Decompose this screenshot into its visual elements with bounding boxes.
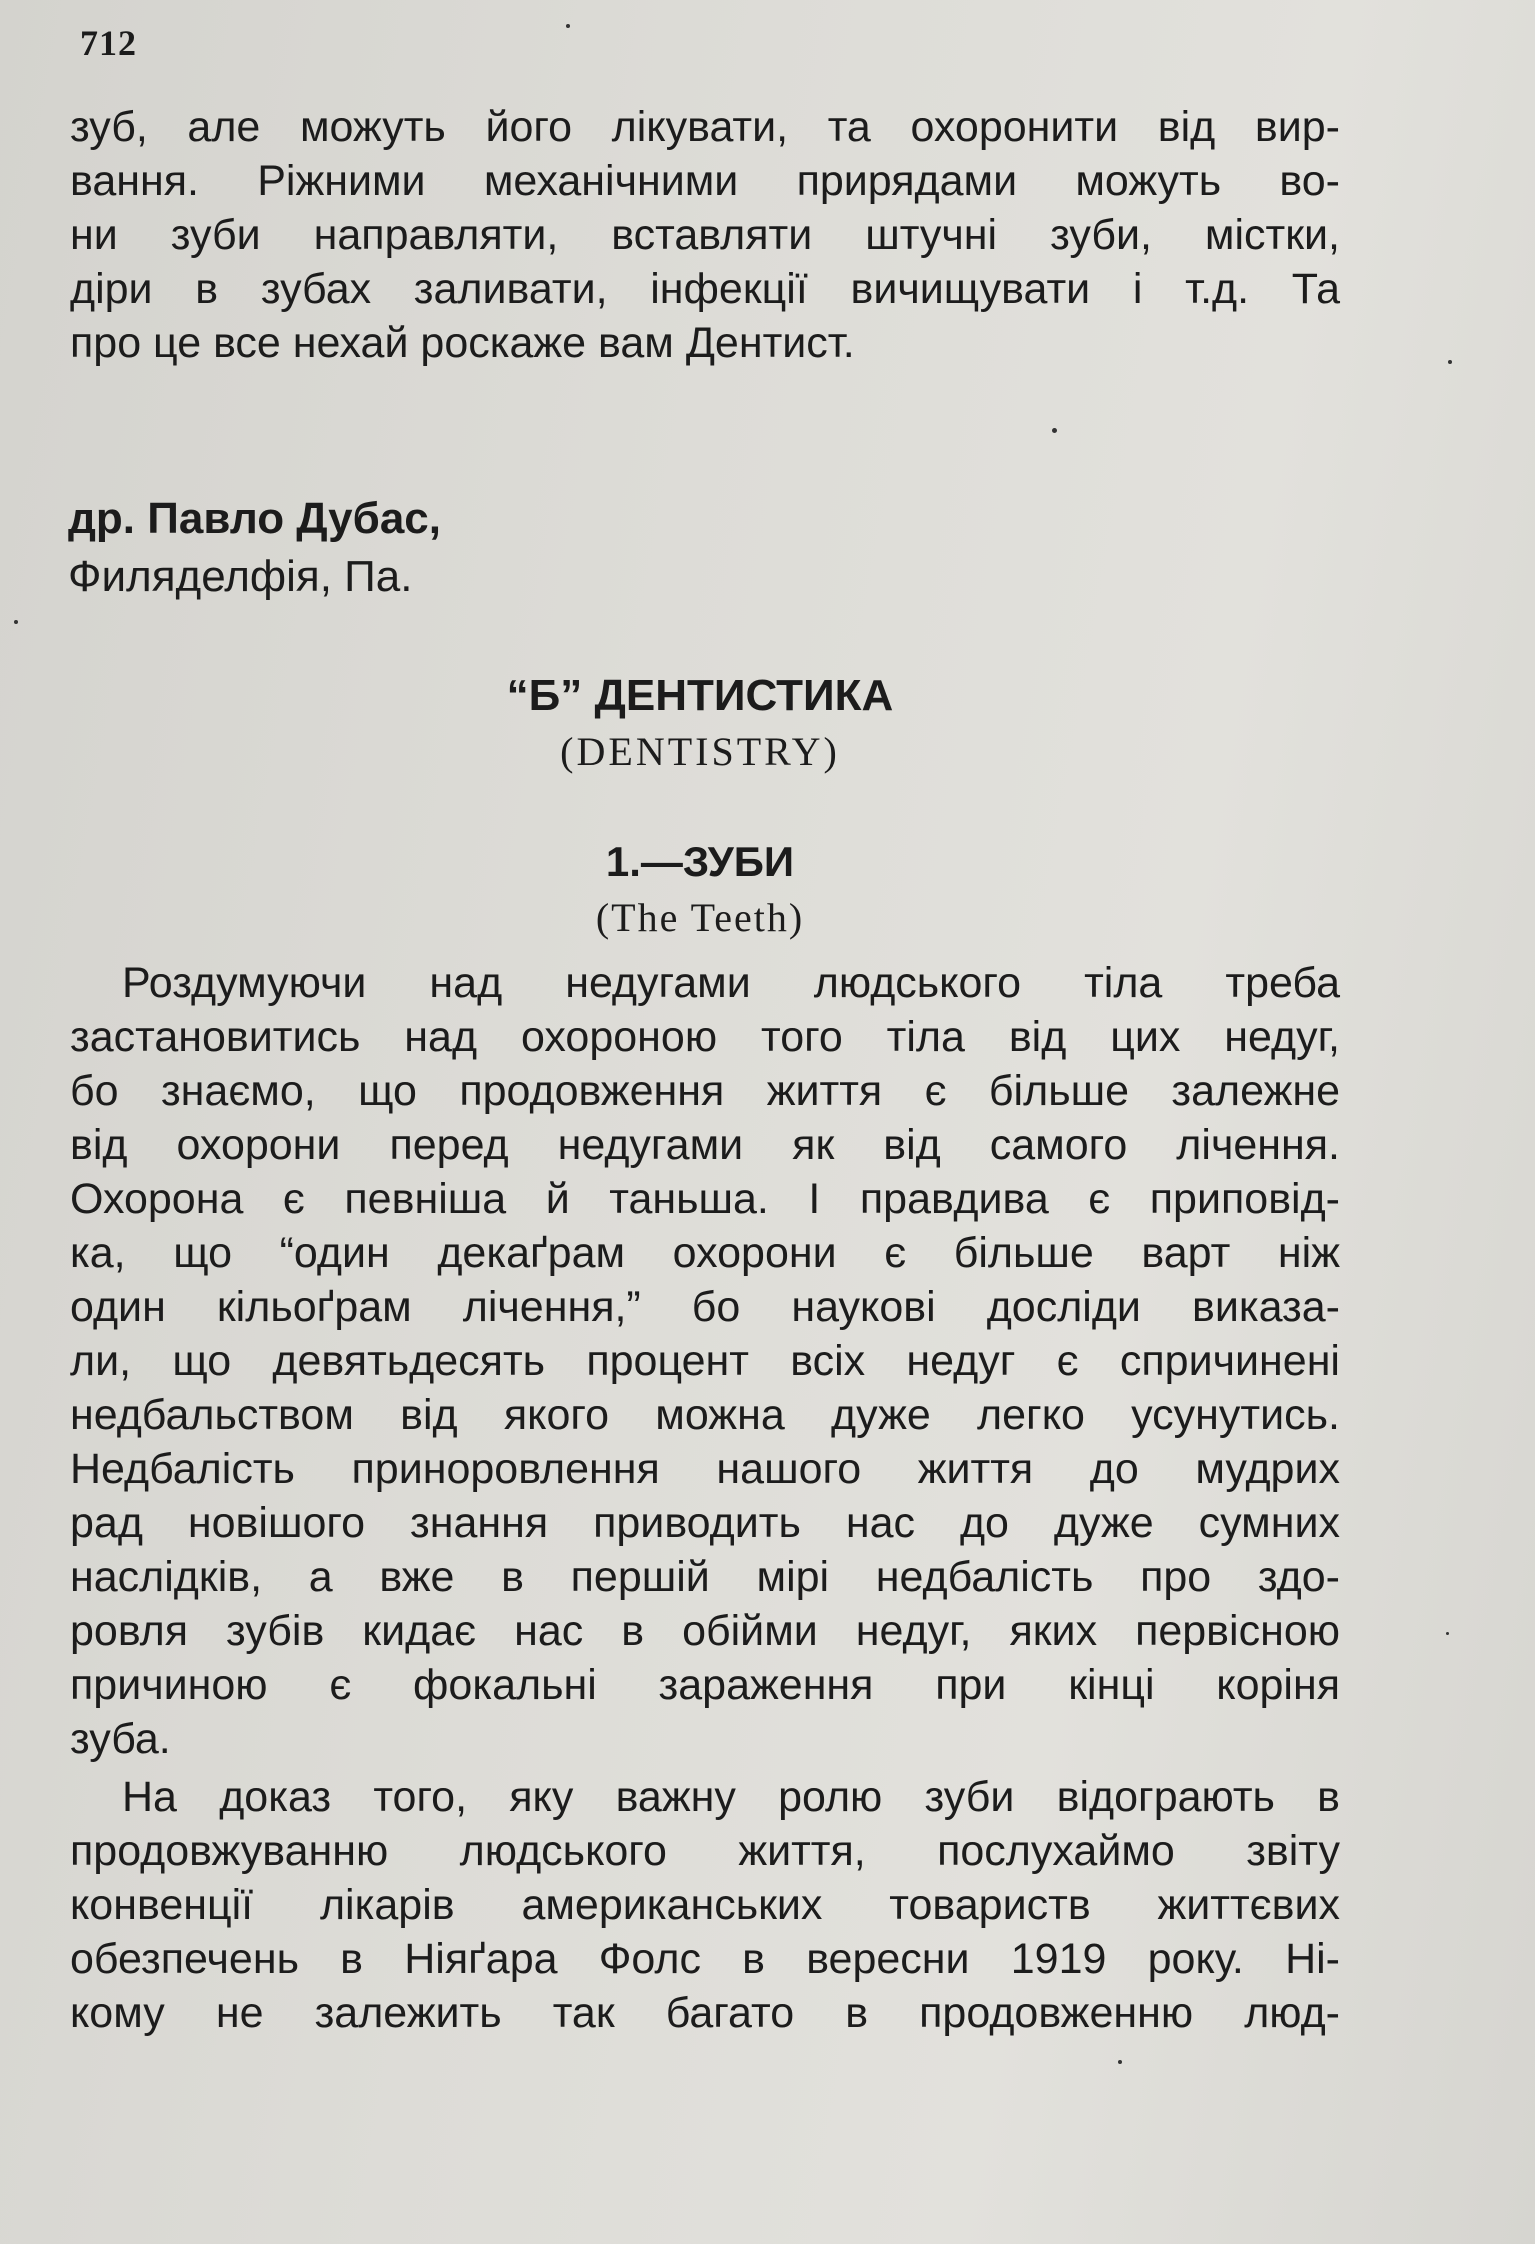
text-line: ка, що “один декаґрам охорони є більше варт ніж xyxy=(70,1229,1340,1277)
paper-speck xyxy=(14,620,18,624)
text-line: застановитись над охороною того тіла від цих недуг, xyxy=(70,1013,1340,1061)
page-number: 712 xyxy=(80,23,137,63)
section-subtitle: (DENTISTRY) xyxy=(560,729,840,774)
text-line: Недбалість приноровлення нашого життя до мудрих xyxy=(70,1445,1340,1493)
text-line: ровля зубів кидає нас в обійми недуг, яких первісною xyxy=(70,1607,1340,1655)
paper-speck xyxy=(1448,360,1452,364)
paper-speck xyxy=(566,24,570,28)
text-line: ни зуби направляти, вставляти штучні зуби, містки, xyxy=(70,211,1340,259)
text-line: про це все нехай роскаже вам Дентист. xyxy=(70,319,855,367)
author-place: Филяделфія, Па. xyxy=(68,552,413,601)
text-line: ли, що девятьдесять процент всіх недуг є спричинені xyxy=(70,1337,1340,1385)
intro-paragraph xyxy=(70,100,1340,370)
author-name: др. Павло Дубас, xyxy=(68,494,441,543)
paper-speck xyxy=(1446,1632,1449,1635)
text-line: бо знаємо, що продовження життя є більше залежне xyxy=(70,1067,1340,1115)
body-paragraph-2 xyxy=(70,1770,1340,2040)
text-line: обезпечень в Ніяґара Фолс в вересни 1919 року. Ні- xyxy=(70,1935,1340,1983)
body-paragraph-1 xyxy=(70,956,1340,1766)
chapter-subtitle: (The Teeth) xyxy=(595,895,805,940)
section-title: “Б” ДЕНТИСТИКА xyxy=(506,671,894,720)
text-line: наслідків, а вже в першій мірі недбалість про здо- xyxy=(70,1553,1340,1601)
text-line: кому не залежить так багато в продовженню люд- xyxy=(70,1989,1340,2037)
text-line: рад новішого знання приводить нас до дуже сумних xyxy=(70,1499,1340,1547)
text-line: На доказ того, яку важну ролю зуби відограють в xyxy=(122,1773,1340,1821)
text-line: причиною є фокальні зараження при кінці коріня xyxy=(70,1661,1340,1709)
paper-speck xyxy=(1118,2060,1122,2064)
text-line: вання. Ріжними механічними прирядами можуть во- xyxy=(70,157,1340,205)
paper-speck xyxy=(1052,428,1057,433)
text-line: зуба. xyxy=(70,1715,171,1763)
text-line: конвенції лікарів американських товариств життєвих xyxy=(70,1881,1340,1929)
text-line: Охорона є певніша й таньша. І правдива є приповід- xyxy=(70,1175,1340,1223)
text-line: недбальством від якого можна дуже легко усунутись. xyxy=(70,1391,1340,1439)
text-line: від охорони перед недугами як від самого лічення. xyxy=(70,1121,1340,1169)
text-line: продовжуванню людського життя, послухаймо звіту xyxy=(70,1827,1340,1875)
text-line: зуб, але можуть його лікувати, та охоронити від вир- xyxy=(70,103,1340,151)
author-signature xyxy=(68,490,441,606)
text-line: Роздумуючи над недугами людського тіла треба xyxy=(122,959,1340,1007)
text-line: один кільоґрам лічення,” бо наукові досліди виказа- xyxy=(70,1283,1340,1331)
chapter-title: 1.—ЗУБИ xyxy=(605,838,795,885)
text-line: діри в зубах заливати, інфекції вичищувати і т.д. Та xyxy=(70,265,1340,313)
